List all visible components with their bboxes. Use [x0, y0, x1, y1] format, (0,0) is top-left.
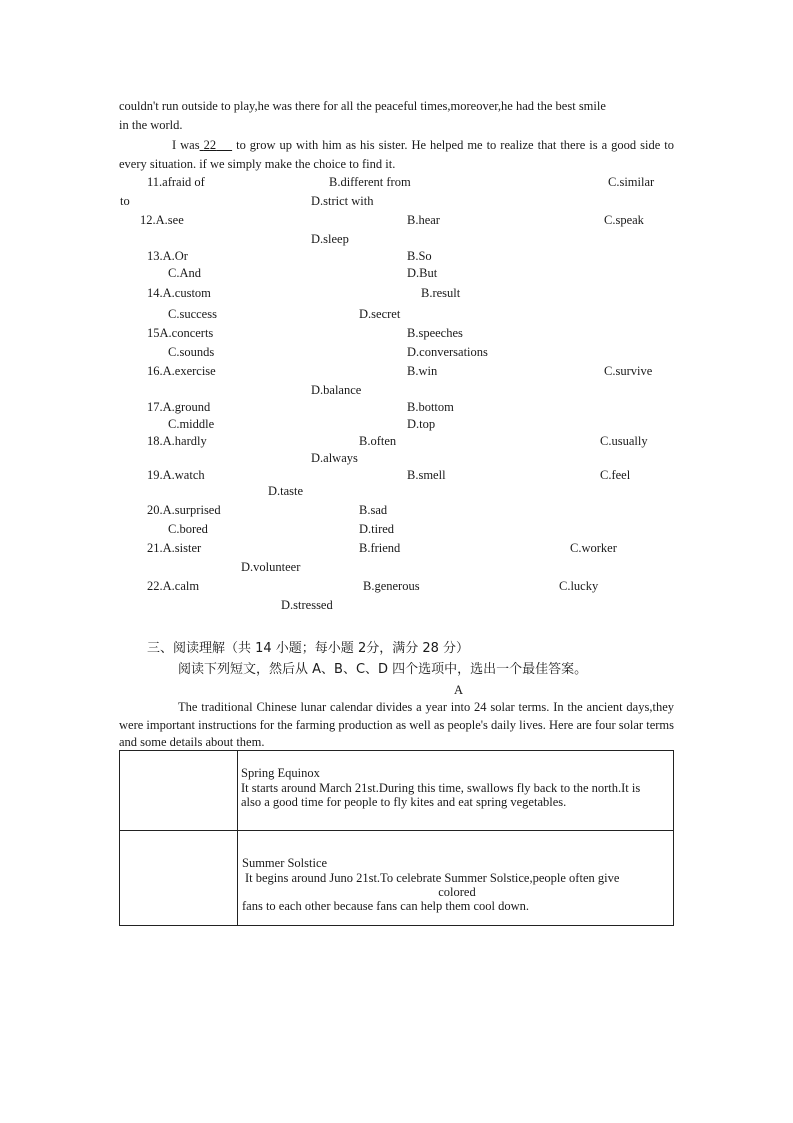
- section-heading: 三、阅读理解（共 14 小题；每小题 2分，满分 28 分）: [147, 641, 470, 656]
- option-16-b: B.win: [407, 364, 438, 378]
- option-12-d: D.sleep: [311, 232, 349, 246]
- passage-text: to grow up with him as his sister. He helped me to realize that there is a good side to every situation. if we simply make the choice to find it.: [119, 138, 675, 171]
- option-21-d: D.volunteer: [241, 560, 301, 574]
- option-18-d: D.always: [311, 451, 358, 465]
- option-11-b: B.different from: [329, 175, 411, 189]
- option-13-d: D.But: [407, 266, 438, 280]
- option-22-c: C.lucky: [559, 579, 599, 593]
- option-13-a: 13.A.Or: [147, 249, 188, 263]
- passage-label: A: [454, 683, 464, 697]
- option-14-d: D.secret: [359, 307, 401, 321]
- term-image-cell: [120, 751, 238, 831]
- option-15-a: 15A.concerts: [147, 326, 214, 340]
- option-11-a: 11.afraid of: [147, 175, 205, 189]
- term-text: also a good time for people to fly kites and eat spring vegetables.: [241, 795, 567, 809]
- option-11-d: D.strict with: [311, 194, 374, 208]
- option-21-c: C.worker: [570, 541, 617, 555]
- section-instruction: 阅读下列短文，然后从 A、B、C、D 四个选项中，选出一个最佳答案。: [178, 662, 588, 677]
- option-16-c: C.survive: [604, 364, 653, 378]
- option-12-c: C.speak: [604, 213, 644, 227]
- passage-paragraph: [119, 136, 674, 174]
- option-13-c: C.And: [168, 266, 201, 280]
- term-cell: [238, 751, 674, 831]
- option-20-c: C.bored: [168, 522, 208, 536]
- option-19-c: C.feel: [600, 468, 631, 482]
- option-18-b: B.often: [359, 434, 397, 448]
- blank-22: 22: [203, 138, 217, 152]
- option-18-c: C.usually: [600, 434, 648, 448]
- option-11-c: C.similar: [608, 175, 655, 189]
- option-13-b: B.So: [407, 249, 432, 263]
- option-16-a: 16.A.exercise: [147, 364, 216, 378]
- option-22-b: B.generous: [363, 579, 420, 593]
- option-19-b: B.smell: [407, 468, 446, 482]
- option-19-a: 19.A.watch: [147, 468, 205, 482]
- term-cell: [238, 831, 674, 926]
- option-15-b: B.speeches: [407, 326, 463, 340]
- term-text: It starts around March 21st.During this time, swallows fly back to the north.It is: [241, 781, 641, 795]
- option-20-d: D.tired: [359, 522, 395, 536]
- option-15-c: C.sounds: [168, 345, 215, 359]
- option-21-b: B.friend: [359, 541, 401, 555]
- term-text: fans to each other because fans can help them cool down.: [242, 899, 530, 913]
- table-row: [120, 831, 674, 926]
- term-text: It begins around Juno 21st.To celebrate Summer Solstice,people often give: [245, 871, 620, 885]
- option-17-a: 17.A.ground: [147, 400, 211, 414]
- solar-terms-table: [119, 750, 674, 926]
- option-19-d: D.taste: [268, 484, 304, 498]
- passage-text: I was: [172, 138, 200, 152]
- passage-line: in the world.: [119, 118, 183, 132]
- option-14-c: C.success: [168, 307, 217, 321]
- option-12-b: B.hear: [407, 213, 440, 227]
- option-15-d: D.conversations: [407, 345, 488, 359]
- option-18-a: 18.A.hardly: [147, 434, 207, 448]
- term-title: Summer Solstice: [242, 856, 328, 870]
- option-17-c: C.middle: [168, 417, 215, 431]
- option-14-b: B.result: [421, 286, 461, 300]
- option-12-a: 12.A.see: [140, 213, 184, 227]
- term-text: colored: [438, 885, 476, 899]
- option-22-a: 22.A.calm: [147, 579, 200, 593]
- option-11-c-cont: to: [120, 194, 130, 208]
- table-row: [120, 751, 674, 831]
- option-21-a: 21.A.sister: [147, 541, 202, 555]
- term-image-cell: [120, 831, 238, 926]
- passage-line: couldn't run outside to play,he was there for all the peaceful times,moreover,he had the best smile: [119, 99, 606, 113]
- option-16-d: D.balance: [311, 383, 362, 397]
- passage-intro: The traditional Chinese lunar calendar divides a year into 24 solar terms. In the ancient days,they were important instructions for the farming production as well as people's daily lives. Here are four solar terms and some details about them.: [119, 700, 674, 749]
- option-20-b: B.sad: [359, 503, 388, 517]
- option-17-d: D.top: [407, 417, 436, 431]
- option-14-a: 14.A.custom: [147, 286, 211, 300]
- option-17-b: B.bottom: [407, 400, 454, 414]
- term-title: Spring Equinox: [241, 766, 320, 780]
- option-22-d: D.stressed: [281, 598, 333, 612]
- option-20-a: 20.A.surprised: [147, 503, 221, 517]
